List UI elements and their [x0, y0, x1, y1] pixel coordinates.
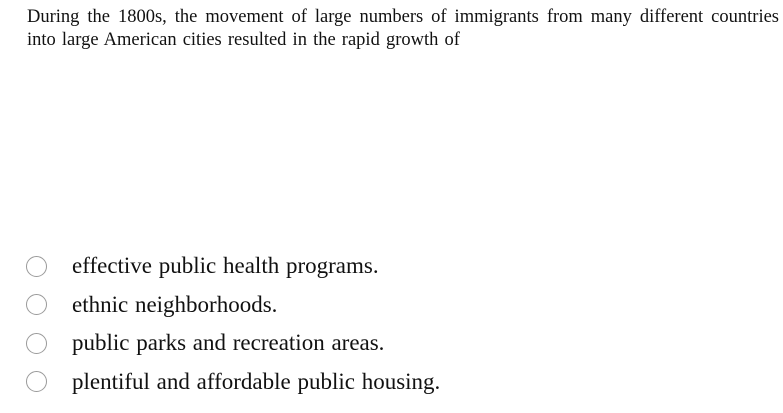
radio-button-3[interactable] — [26, 333, 47, 354]
answer-option-label: plentiful and affordable public housing. — [72, 368, 441, 394]
answer-option-4[interactable] — [26, 363, 440, 402]
answer-option-1[interactable] — [26, 247, 440, 286]
answer-option-label: ethnic neighborhoods. — [72, 291, 278, 317]
question-text: During the 1800s, the movement of large numbers of immigrants from many different countries into large American cities resulted in the rapid growth of — [27, 7, 779, 50]
radio-button-1[interactable] — [26, 256, 47, 277]
radio-button-4[interactable] — [26, 371, 47, 392]
answer-option-label: effective public health programs. — [72, 253, 379, 279]
answer-option-2[interactable] — [26, 286, 440, 325]
answer-option-label: public parks and recreation areas. — [72, 330, 385, 356]
answer-option-3[interactable] — [26, 324, 440, 363]
answer-options — [26, 247, 440, 401]
radio-button-2[interactable] — [26, 294, 47, 315]
